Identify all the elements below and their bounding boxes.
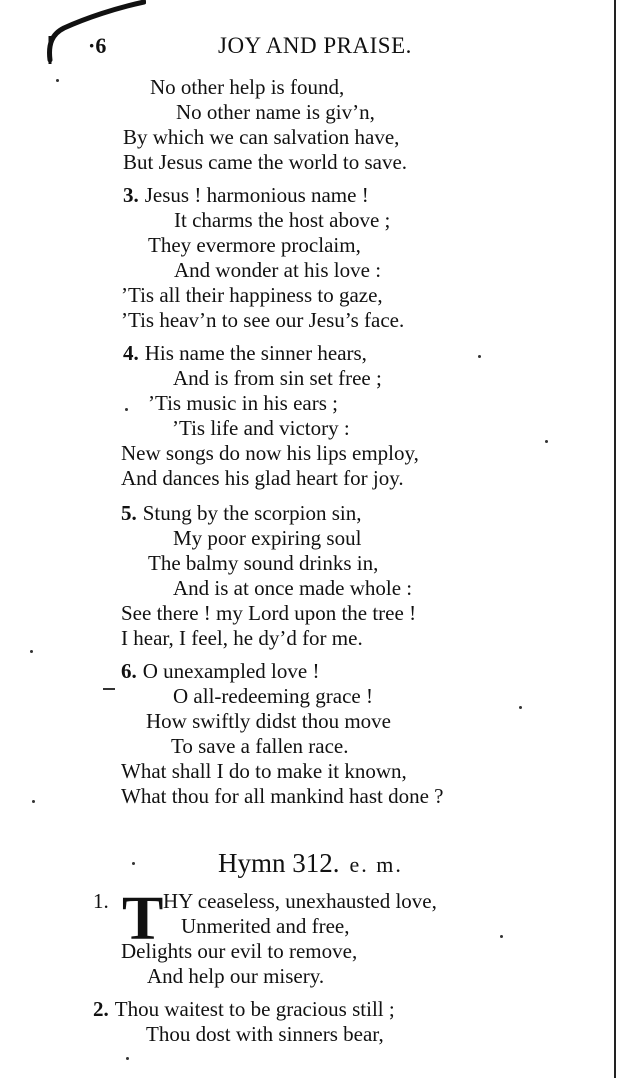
hymn-title	[218, 848, 403, 879]
ink-speck	[126, 1057, 129, 1060]
ink-speck	[125, 408, 128, 411]
page-edge-line	[614, 0, 616, 1078]
ink-speck	[519, 706, 522, 709]
ink-speck	[478, 355, 481, 358]
verse-line: The balmy sound drinks in,	[148, 551, 379, 575]
verse-line: ’Tis all their happiness to gaze,	[121, 283, 383, 307]
ink-speck	[132, 862, 135, 865]
verse-line: Thou dost with sinners bear,	[146, 1022, 384, 1046]
verse-line: And is at once made whole :	[173, 576, 413, 600]
ink-speck	[103, 688, 115, 690]
verse-text: Jesus ! harmonious name !	[144, 183, 369, 207]
page-number: ·6	[88, 33, 107, 58]
verse-line: They evermore proclaim,	[148, 233, 361, 257]
stanza-number: 3.	[123, 183, 139, 207]
verse-line: And wonder at his love :	[174, 258, 382, 282]
stanza-number: 1.	[93, 889, 109, 913]
stanza-number: 4.	[123, 341, 139, 365]
verse-line: By which we can salvation have,	[123, 125, 400, 149]
ink-speck	[32, 800, 35, 803]
verse-line: What shall I do to make it known,	[121, 759, 407, 783]
ink-speck	[500, 935, 503, 938]
hymn-meter: e. m.	[349, 852, 403, 877]
running-title: JOY AND PRAISE.	[218, 33, 412, 58]
verse-line: No other name is giv’n,	[176, 100, 375, 124]
stanza-number: 6.	[121, 659, 137, 683]
hymn-number: Hymn 312.	[218, 848, 340, 878]
verse-line: ’Tis music in his ears ;	[148, 391, 338, 415]
ink-speck	[30, 650, 33, 653]
verse-line: To save a fallen race.	[171, 734, 349, 758]
verse-line: Unmerited and free,	[181, 914, 350, 938]
drop-cap-letter: T	[122, 885, 164, 953]
verse-line: I hear, I feel, he dy’d for me.	[121, 626, 363, 650]
verse-line: No other help is found,	[150, 75, 345, 99]
verse-text: His name the sinner hears,	[144, 341, 367, 365]
verse-line: But Jesus came the world to save.	[123, 150, 408, 174]
verse-line: It charms the host above ;	[174, 208, 391, 232]
verse-line: Delights our evil to remove,	[121, 939, 358, 963]
verse-line: And help our misery.	[147, 964, 325, 988]
stanza-6-first-line	[121, 658, 319, 684]
verse-line: And is from sin set free ;	[173, 366, 382, 390]
verse-text: Stung by the scorpion sin,	[142, 501, 362, 525]
ink-speck	[56, 79, 59, 82]
verse-line: What thou for all mankind hast done ?	[121, 784, 444, 808]
verse-line: O all-redeeming grace !	[173, 684, 373, 708]
verse-text: O unexampled love !	[142, 659, 320, 683]
verse-line: New songs do now his lips employ,	[121, 441, 419, 465]
stanza-3-first-line	[123, 182, 369, 208]
ink-speck	[545, 440, 548, 443]
verse-line: HY ceaseless, unexhausted love,	[163, 889, 437, 913]
stanza-2-first-line	[93, 996, 395, 1022]
stanza-5-first-line	[121, 500, 362, 526]
verse-line: How swiftly didst thou move	[146, 709, 391, 733]
stanza-4-first-line	[123, 340, 367, 366]
stanza-number: 2.	[93, 997, 109, 1021]
verse-line: ’Tis heav’n to see our Jesu’s face.	[121, 308, 405, 332]
verse-line: See there ! my Lord upon the tree !	[121, 601, 417, 625]
verse-line: And dances his glad heart for joy.	[121, 466, 404, 490]
stanza-number: 5.	[121, 501, 137, 525]
verse-line: My poor expiring soul	[173, 526, 362, 550]
verse-text: Thou waitest to be gracious still ;	[114, 997, 395, 1021]
verse-line: ’Tis life and victory :	[172, 416, 350, 440]
